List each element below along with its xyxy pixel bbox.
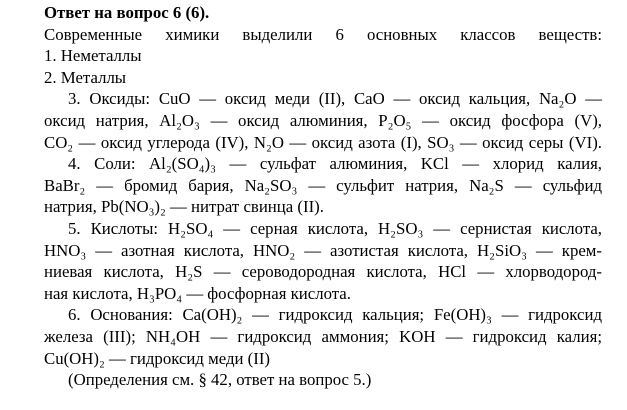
bases-paragraph: [44, 304, 602, 369]
answer-title: Ответ на вопрос 6 (6).: [44, 3, 210, 22]
item-nonmetals: 1. Неметаллы: [44, 46, 142, 66]
acids-line-2: HNO₃ — азотная кислота, HNO₂ — азотистая кислота, H₂SiO₃ — крем-: [44, 240, 602, 260]
oxides-line-2: оксид натрия, Al₂O₃ — оксид алюминия, P₂O₅ — оксид фосфора (V),: [44, 110, 602, 130]
acids-line-4: ная кислота, H₃PO₄ — фосфорная кислота.: [44, 283, 351, 303]
acids-line-1: 5. Кислоты: H₂SO₄ — серная кислота, H₂SO₃ — сернистая кислота,: [68, 218, 602, 238]
bases-line-2: железа (III); NH₄OH — гидроксид аммония; KOH — гидроксид калия;: [44, 326, 602, 346]
salts-line-2: BaBr₂ — бромид бария, Na₂SO₃ — сульфит натрия, Na₂S — сульфид: [44, 175, 602, 195]
salts-line-3: натрия, Pb(NO₃)₂ — нитрат свинца (II).: [44, 197, 324, 217]
intro-line: Современные химики выделили 6 основных классов веществ:: [44, 24, 602, 44]
salts-paragraph: [44, 153, 602, 218]
acids-paragraph: [44, 218, 602, 304]
reference-note: (Определения см. § 42, ответ на вопрос 5.): [68, 370, 372, 390]
oxides-line-1: 3. Оксиды: CuO — оксид меди (II), CaO — оксид кальция, Na₂O —: [68, 89, 602, 109]
oxides-line-3: CO₂ — оксид углерода (IV), N₂O — оксид азота (I), SO₃ — оксид серы (VI).: [44, 132, 602, 152]
bases-line-1: 6. Основания: Ca(OH)₂ — гидроксид кальция; Fe(OH)₃ — гидроксид: [68, 305, 602, 325]
oxides-paragraph: [44, 88, 602, 153]
item-metals: 2. Металлы: [44, 67, 127, 87]
answer-document: [44, 2, 602, 391]
bases-line-3: Cu(OH)₂ — гидроксид меди (II): [44, 348, 271, 368]
acids-line-3: ниевая кислота, H₂S — сероводородная кислота, HCl — хлорводород-: [44, 262, 602, 282]
salts-line-1: 4. Соли: Al₂(SO₄)₃ — сульфат алюминия, KCl — хлорид калия,: [68, 154, 602, 174]
